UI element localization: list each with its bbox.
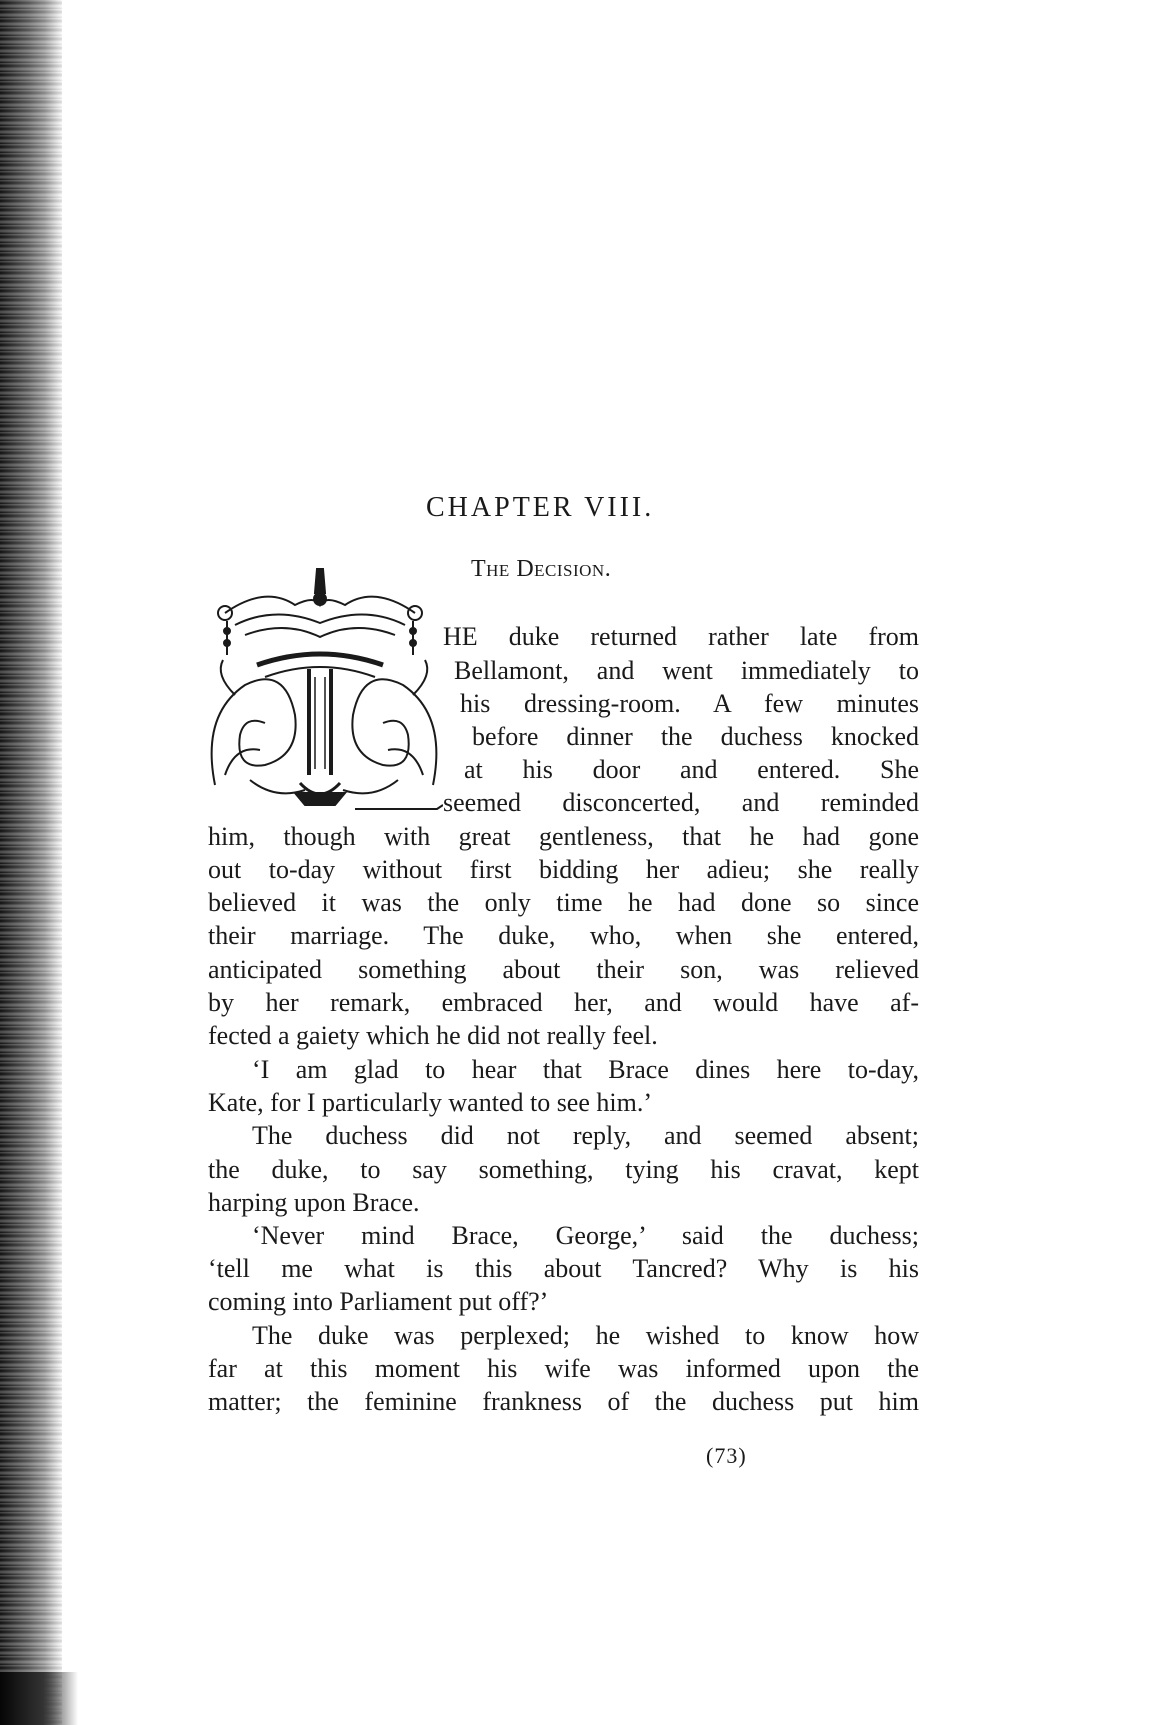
text-line: Bellamont, and went immediately to: [454, 656, 919, 685]
text-line: far at this moment his wife was informed upon the: [208, 1354, 919, 1383]
text-line: matter; the feminine frankness of the duchess put him: [208, 1387, 919, 1416]
chapter-heading: CHAPTER VIII.: [426, 492, 655, 523]
text-line: his dressing-room. A few minutes: [460, 689, 919, 718]
chapter-title: The Decision.: [471, 556, 612, 582]
binding-edge: [0, 0, 62, 1725]
text-line: coming into Parliament put off?’: [208, 1287, 549, 1316]
text-line: ‘tell me what is this about Tancred? Why is his: [208, 1254, 919, 1283]
text-line: harping upon Brace.: [208, 1188, 420, 1217]
text-line: The duchess did not reply, and seemed absent;: [252, 1121, 919, 1150]
page-number: (73): [706, 1443, 747, 1468]
text-line: The duke was perplexed; he wished to know how: [252, 1321, 919, 1350]
binding-edge-shadow: [0, 1672, 78, 1725]
text-line: out to-day without first bidding her adieu; she really: [208, 855, 919, 884]
text-line: their marriage. The duke, who, when she entered,: [208, 921, 919, 950]
text-line: HE duke returned rather late from: [443, 622, 919, 651]
text-line: at his door and entered. She: [464, 755, 919, 784]
text-line: Kate, for I particularly wanted to see him.’: [208, 1088, 652, 1117]
text-line: seemed disconcerted, and reminded: [443, 788, 919, 817]
text-line: fected a gaiety which he did not really feel.: [208, 1021, 658, 1050]
text-line: the duke, to say something, tying his cravat, kept: [208, 1155, 919, 1184]
text-line: by her remark, embraced her, and would have af-: [208, 988, 919, 1017]
text-line: anticipated something about their son, was relieved: [208, 955, 919, 984]
text-line: ‘Never mind Brace, George,’ said the duchess;: [252, 1221, 919, 1250]
text-line: him, though with great gentleness, that he had gone: [208, 822, 919, 851]
text-line: believed it was the only time he had done so since: [208, 888, 919, 917]
text-line: ‘I am glad to hear that Brace dines here to-day,: [252, 1055, 919, 1084]
ornamental-drop-cap-icon: [205, 565, 443, 815]
text-line: before dinner the duchess knocked: [472, 722, 919, 751]
